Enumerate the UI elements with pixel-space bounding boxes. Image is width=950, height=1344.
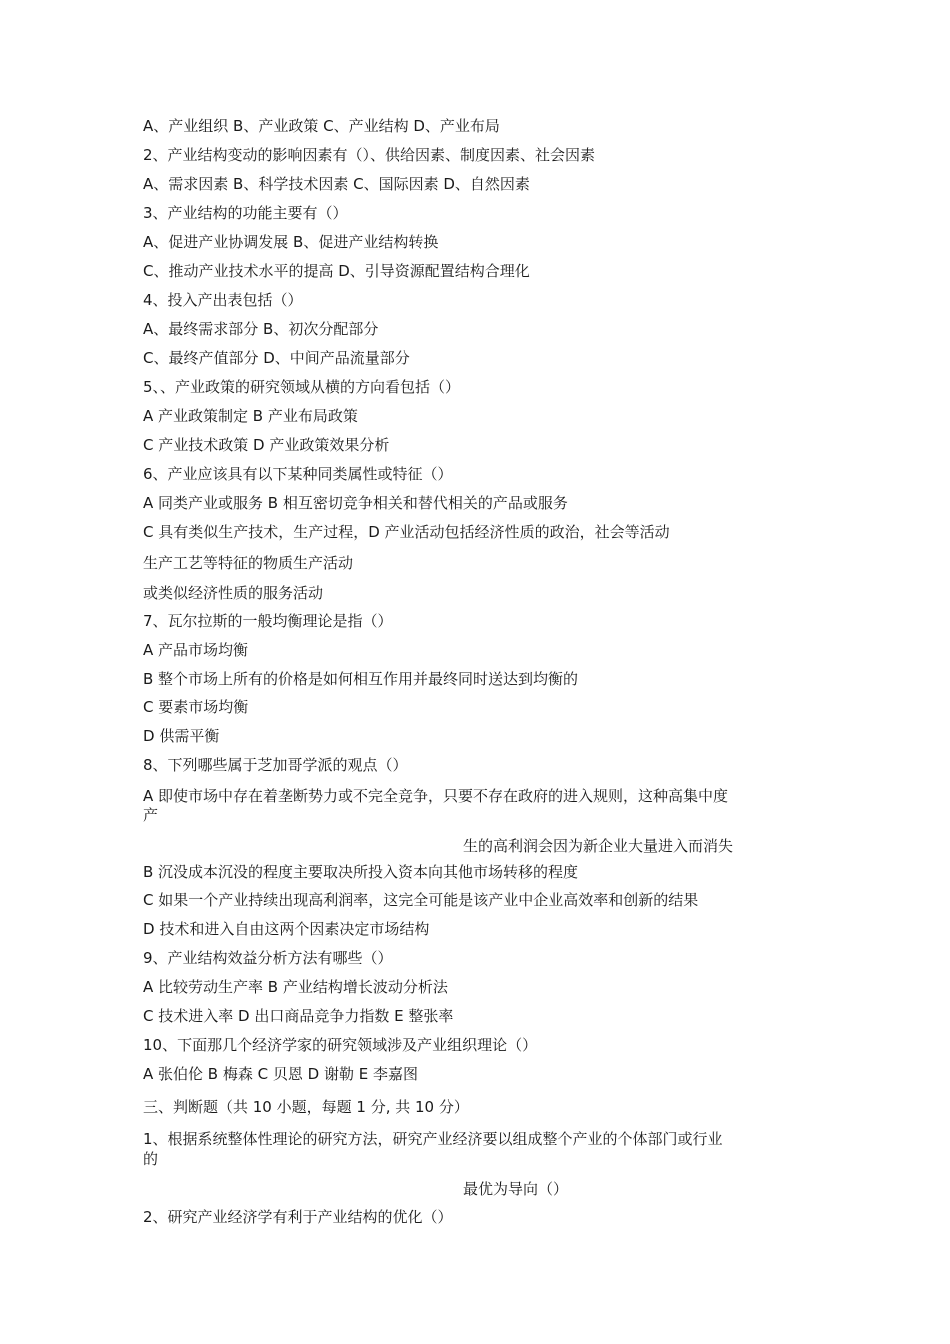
text-line: 6、产业应该具有以下某种同类属性或特征（） (143, 465, 453, 483)
text-line: 2、产业结构变动的影响因素有（）、供给因素、制度因素、社会因素 (143, 146, 596, 164)
text-line: C、推动产业技术水平的提高 D、引导资源配置结构合理化 (143, 262, 530, 280)
text-line: 生产工艺等特征的物质生产活动 (143, 554, 354, 572)
text-line: D 供需平衡 (143, 727, 220, 745)
text-line: B 沉没成本沉没的程度主要取决所投入资本向其他市场转移的程度 (143, 863, 579, 881)
text-line: 的 (143, 1150, 159, 1168)
text-line: C 产业技术政策 D 产业政策效果分析 (143, 436, 390, 454)
text-line: C、最终产值部分 D、中间产品流量部分 (143, 349, 410, 367)
text-line: B 整个市场上所有的价格是如何相互作用并最终同时送达到均衡的 (143, 670, 579, 688)
text-line: A、产业组织 B、产业政策 C、产业结构 D、产业布局 (143, 117, 500, 135)
text-line: A、最终需求部分 B、初次分配部分 (143, 320, 379, 338)
text-line: A 产品市场均衡 (143, 641, 249, 659)
text-line: 5、、产业政策的研究领域从横的方向看包括（） (143, 378, 461, 396)
text-line: D 技术和进入自由这两个因素决定市场结构 (143, 920, 430, 938)
text-line: 7、瓦尔拉斯的一般均衡理论是指（） (143, 612, 393, 630)
text-line: 10、下面那几个经济学家的研究领域涉及产业组织理论（） (143, 1036, 538, 1054)
text-line: A 产业政策制定 B 产业布局政策 (143, 407, 358, 425)
text-line: 1、根据系统整体性理论的研究方法，研究产业经济要以组成整个产业的个体部门或行业 (143, 1130, 723, 1148)
text-line: C 技术进入率 D 出口商品竞争力指数 E 整张率 (143, 1007, 454, 1025)
text-line: A 同类产业或服务 B 相互密切竞争相关和替代相关的产品或服务 (143, 494, 568, 512)
text-line: C 具有类似生产技术，生产过程，D 产业活动包括经济性质的政治，社会等活动 (143, 523, 670, 541)
text-line: 2、研究产业经济学有利于产业结构的优化（） (143, 1208, 453, 1226)
text-line: 最优为导向（） (463, 1180, 569, 1198)
text-line: 9、产业结构效益分析方法有哪些（） (143, 949, 393, 967)
text-line: A 比较劳动生产率 B 产业结构增长波动分析法 (143, 978, 448, 996)
text-line: C 要素市场均衡 (143, 698, 249, 716)
text-line: A 即使市场中存在着垄断势力或不完全竞争，只要不存在政府的进入规则，这种高集中度 (143, 787, 729, 805)
text-line: C 如果一个产业持续出现高利润率，这完全可能是该产业中企业高效率和创新的结果 (143, 891, 699, 909)
text-line: A 张伯伦 B 梅森 C 贝恩 D 谢勒 E 李嘉图 (143, 1065, 418, 1083)
text-line: 产 (143, 806, 159, 824)
section-heading: 三、判断题（共 10 小题，每题 1 分, 共 10 分） (143, 1098, 469, 1116)
text-line: A、需求因素 B、科学技术因素 C、国际因素 D、自然因素 (143, 175, 530, 193)
text-line: 3、产业结构的功能主要有（） (143, 204, 348, 222)
text-line: 8、下列哪些属于芝加哥学派的观点（） (143, 756, 408, 774)
text-line: 生的高利润会因为新企业大量进入而消失 (463, 837, 734, 855)
text-line: A、促进产业协调发展 B、促进产业结构转换 (143, 233, 439, 251)
text-line: 或类似经济性质的服务活动 (143, 584, 324, 602)
text-line: 4、投入产出表包括（） (143, 291, 303, 309)
